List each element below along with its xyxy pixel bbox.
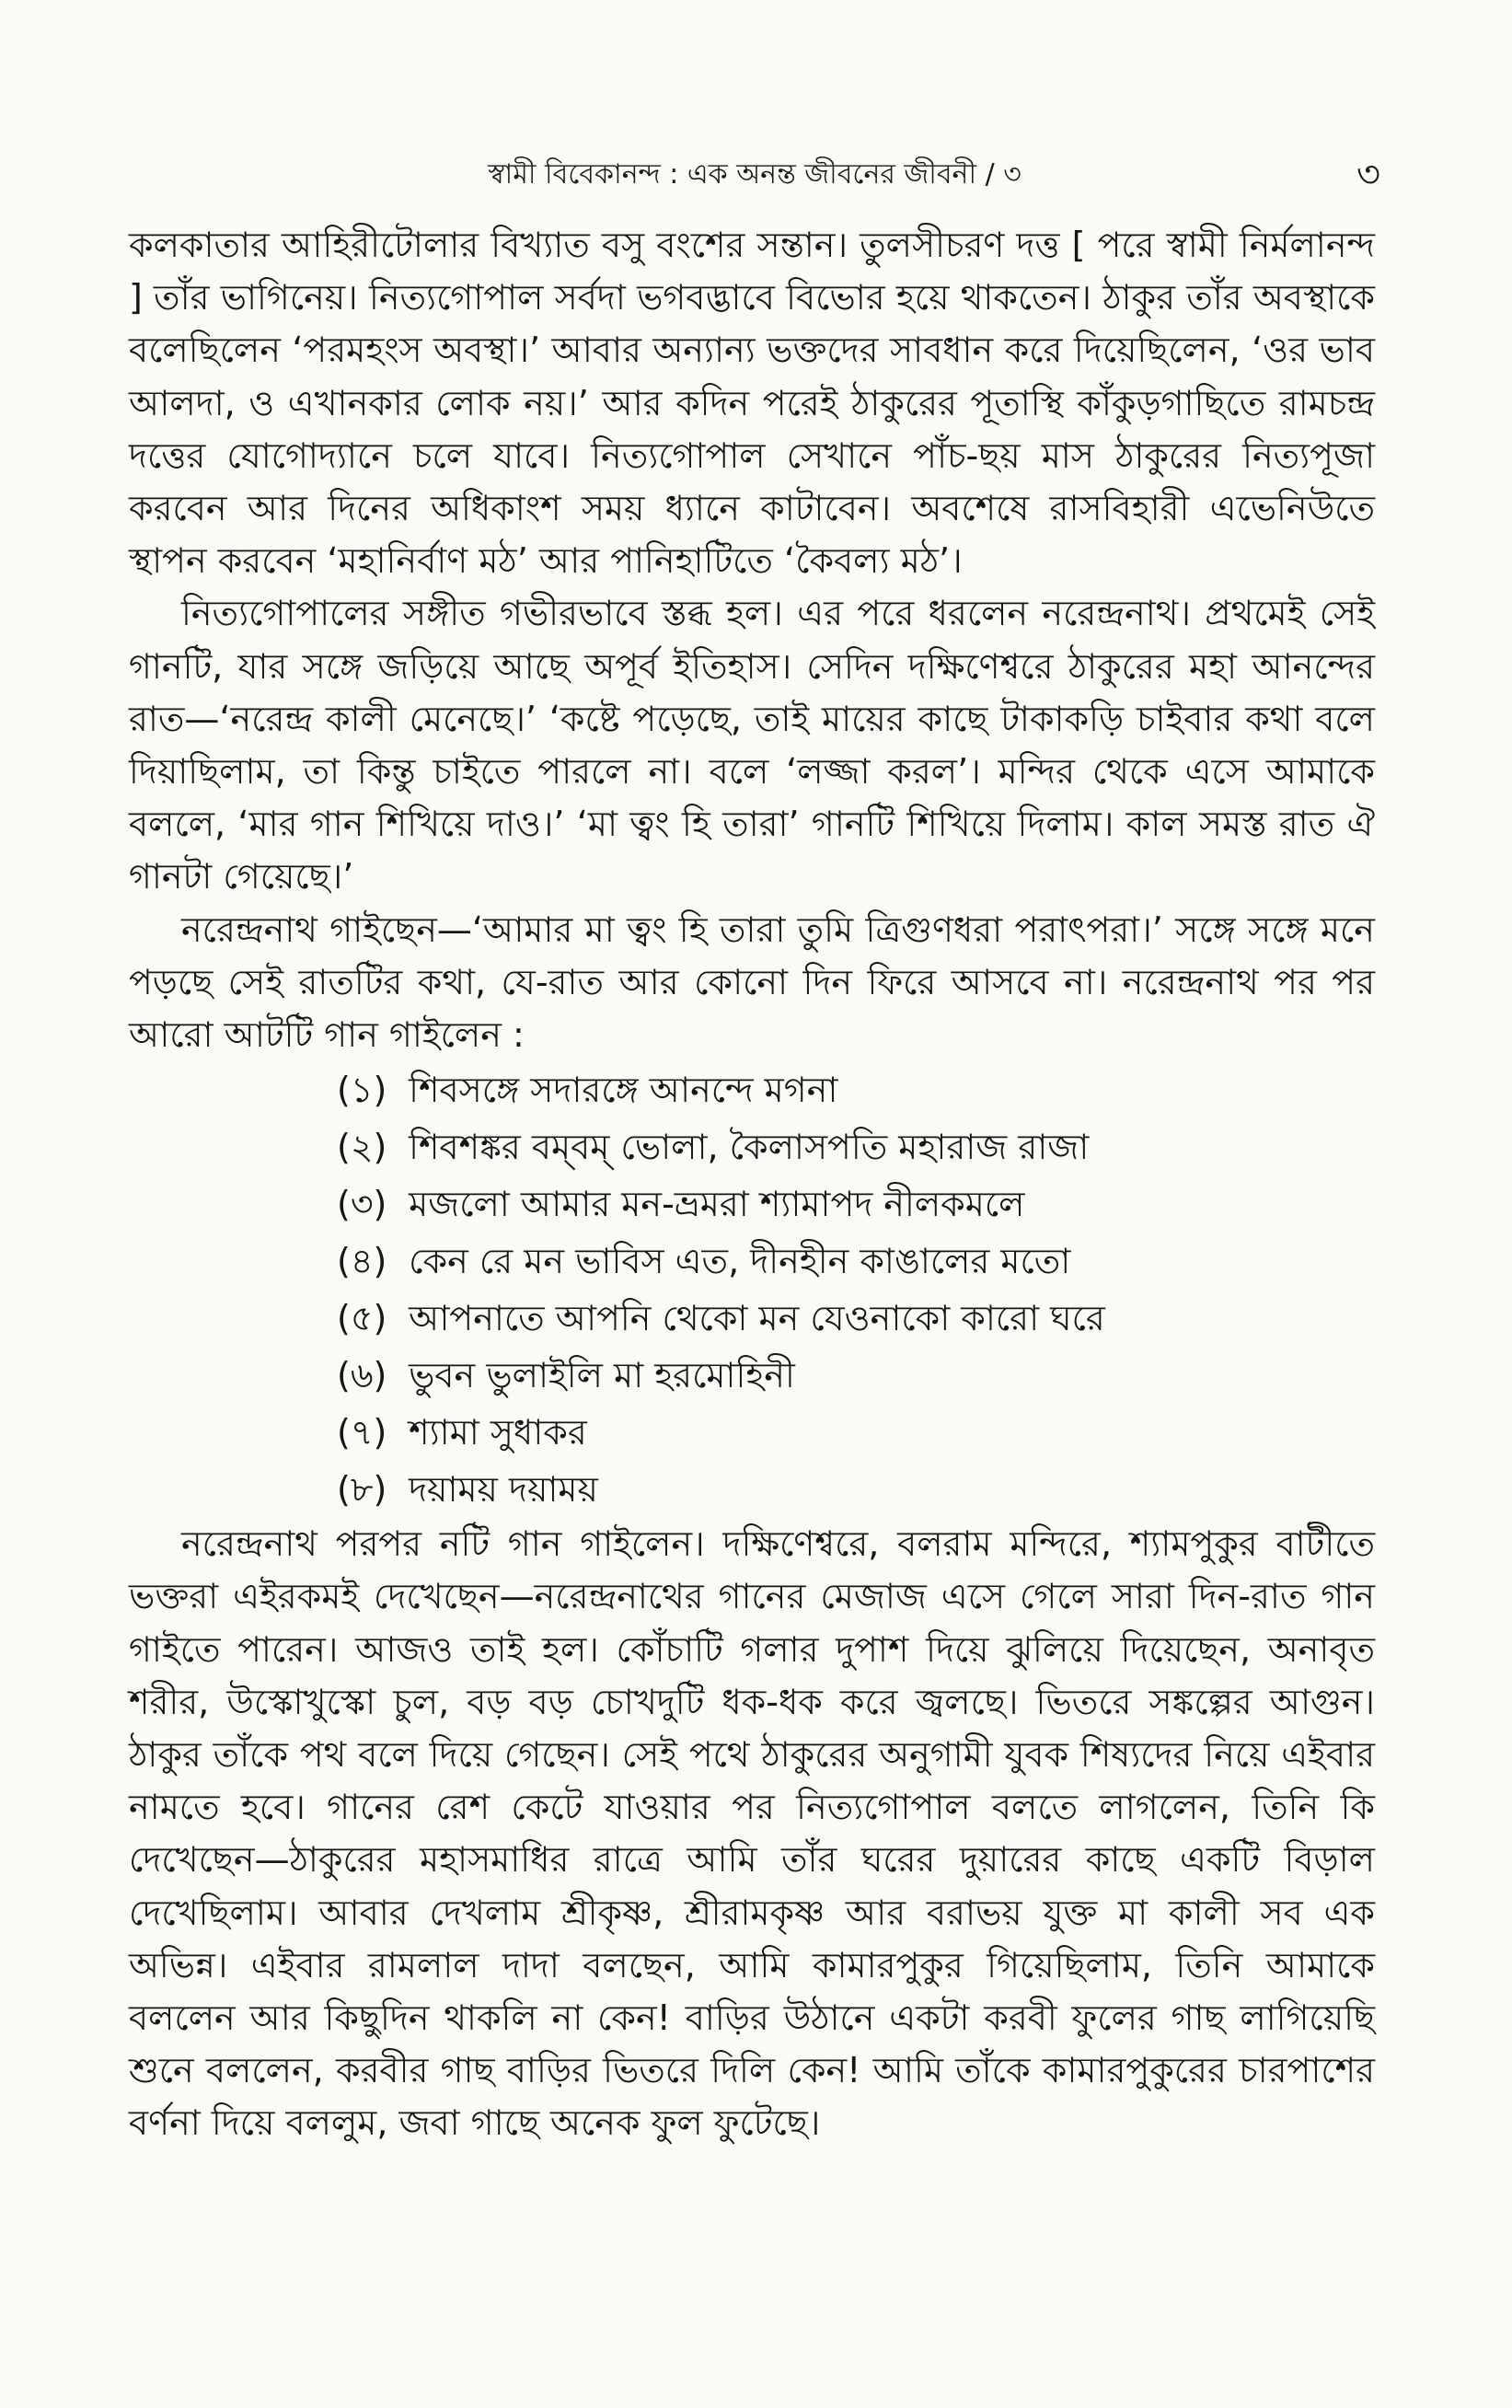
song-item [337, 1347, 1375, 1404]
page-body [129, 219, 1375, 2150]
song-title: ভুবন ভুলাইলি মা হরমোহিনী [409, 1355, 795, 1396]
song-title: কেন রে মন ভাবিস এত, দীনহীন কাঙালের মতো [409, 1241, 1071, 1282]
song-item [337, 1404, 1375, 1461]
page-header [129, 147, 1380, 203]
song-item [337, 1118, 1375, 1175]
song-title: শিবশঙ্কর বম্‌বম্‌ ভোলা, কৈলাসপতি মহারাজ রাজা [409, 1127, 1090, 1168]
song-item [337, 1175, 1375, 1233]
running-head: স্বামী বিবেকানন্দ : এক অনন্ত জীবনের জীবনী / ৩ [488, 158, 1021, 191]
song-title: শিবসঙ্গে সদারঙ্গে আনন্দে মগনা [409, 1070, 838, 1111]
page-number: ৩ [1356, 154, 1380, 196]
song-title: মজলো আমার মন-ভ্রমরা শ্যামাপদ নীলকমলে [409, 1184, 1025, 1225]
song-number: (৫) [337, 1298, 387, 1339]
song-number: (৩) [337, 1184, 387, 1225]
song-title: আপনাতে আপনি থেকো মন যেওনাকো কারো ঘরে [409, 1298, 1105, 1339]
song-list [129, 1061, 1375, 1518]
song-title: দয়াময় দয়াময় [409, 1469, 598, 1511]
song-number: (৮) [337, 1469, 387, 1511]
song-number: (১) [337, 1070, 387, 1111]
song-item [337, 1461, 1375, 1518]
song-number: (৬) [337, 1355, 387, 1396]
song-item [337, 1290, 1375, 1347]
paragraph-4: নরেন্দ্রনাথ পরপর নটি গান গাইলেন। দক্ষিণেশ্বরে, বলরাম মন্দিরে, শ্যামপুকুর বাটীতে ভক্তরা এইরকমই দেখেছেন—নরেন্দ্রনাথের গানের মেজাজ এসে গেলে সারা দিন-রাত গান গাইতে পারেন। আজও তাই হল। কোঁচাটি গলার দুপাশ দিয়ে ঝুলিয়ে দিয়েছেন, অনাবৃত শরীর, উস্কোখুস্কো চুল, বড় বড় চোখদুটি ধক-ধক করে জ্বলছে। ভিতরে সঙ্কল্পের আগুন। ঠাকুর তাঁকে পথ বলে দিয়ে গেছেন। সেই পথে ঠাকুরের অনুগামী যুবক শিষ্যদের নিয়ে এইবার নামতে হবে। গানের রেশ কেটে যাওয়ার পর নিত্যগোপাল বলতে লাগলেন, তিনি কি দেখেছেন—ঠাকুরের মহাসমাধির রাত্রে আমি তাঁর ঘরের দুয়ারের কাছে একটি বিড়াল দেখেছিলাম। আবার দেখলাম শ্রীকৃষ্ণ, শ্রীরামকৃষ্ণ আর বরাভয় যুক্ত মা কালী সব এক অভিন্ন। এইবার রামলাল দাদা বলছেন, আমি কামারপুকুর গিয়েছিলাম, তিনি আমাকে বললেন আর কিছুদিন থাকলি না কেন! বাড়ির উঠানে একটা করবী ফুলের গাছ লাগিয়েছি শুনে বললেন, করবীর গাছ বাড়ির ভিতরে দিলি কেন! আমি তাঁকে কামারপুকুরের চারপাশের বর্ণনা দিয়ে বললুম, জবা গাছে অনেক ফুল ফুটেছে। [129, 1523, 1375, 2144]
paragraph-3: নরেন্দ্রনাথ গাইছেন—‘আমার মা ত্বং হি তারা তুমি ত্রিগুণধরা পরাৎপরা।’ সঙ্গে সঙ্গে মনে পড়ছে সেই রাতটির কথা, যে-রাত আর কোনো দিন ফিরে আসবে না। নরেন্দ্রনাথ পর পর আরো আটটি গান গাইলেন : [129, 909, 1375, 1056]
song-number: (৪) [337, 1241, 387, 1282]
song-item [337, 1233, 1375, 1290]
song-number: (৭) [337, 1412, 387, 1453]
song-title: শ্যামা সুধাকর [409, 1412, 587, 1453]
paragraph-1: কলকাতার আহিরীটোলার বিখ্যাত বসু বংশের সন্তান। তুলসীচরণ দত্ত [ পরে স্বামী নির্মলানন্দ ] তাঁর ভাগিনেয়। নিত্যগোপাল সর্বদা ভগবদ্ভাবে বিভোর হয়ে থাকতেন। ঠাকুর তাঁর অবস্থাকে বলেছিলেন ‘পরমহংস অবস্থা।’ আবার অন্যান্য ভক্তদের সাবধান করে দিয়েছিলেন, ‘ওর ভাব আলদা, ও এখানকার লোক নয়।’ আর কদিন পরেই ঠাকুরের পূতাস্থি কাঁকুড়গাছিতে রামচন্দ্র দত্তের যোগোদ্যানে চলে যাবে। নিত্যগোপাল সেখানে পাঁচ-ছয় মাস ঠাকুরের নিত্যপূজা করবেন আর দিনের অধিকাংশ সময় ধ্যানে কাটাবেন। অবশেষে রাসবিহারী এভেনিউতে স্থাপন করবেন ‘মহানির্বাণ মঠ’ আর পানিহাটিতে ‘কৈবল্য মঠ’। [129, 225, 1375, 582]
song-number: (২) [337, 1127, 387, 1168]
song-item [337, 1061, 1375, 1118]
paragraph-2: নিত্যগোপালের সঙ্গীত গভীরভাবে স্তব্ধ হল। এর পরে ধরলেন নরেন্দ্রনাথ। প্রথমেই সেই গানটি, যার সঙ্গে জড়িয়ে আছে অপূর্ব ইতিহাস। সেদিন দক্ষিণেশ্বরে ঠাকুরের মহা আনন্দের রাত—‘নরেন্দ্র কালী মেনেছে।’ ‘কষ্টে পড়েছে, তাই মায়ের কাছে টাকাকড়ি চাইবার কথা বলে দিয়াছিলাম, তা কিন্তু চাইতে পারলে না। বলে ‘লজ্জা করল’। মন্দির থেকে এসে আমাকে বললে, ‘মার গান শিখিয়ে দাও।’ ‘মা ত্বং হি তারা’ গানটি শিখিয়ে দিলাম। কাল সমস্ত রাত ঐ গানটা গেয়েছে।’ [129, 593, 1375, 897]
